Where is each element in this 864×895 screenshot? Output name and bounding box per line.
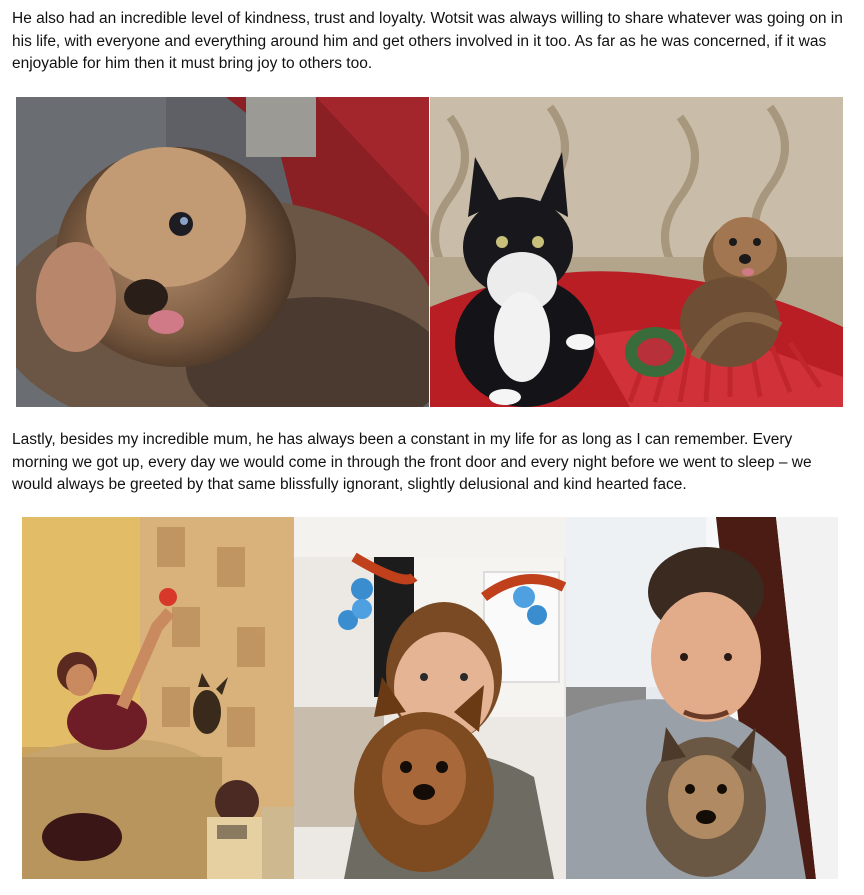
woman-playing-with-dog-photo bbox=[22, 517, 294, 879]
paragraph-lastly: Lastly, besides my incredible mum, he has always been a constant in my life for as long as I can remember. Every morning we got up, every day we would come in through the front door and every night before we went to sleep – we would always be greeted by that same blissfully ignorant, slightly delusional and kind hearted face. bbox=[12, 431, 812, 493]
young-man-with-yorkie-selfie-photo bbox=[566, 517, 838, 879]
boy-with-yorkie-selfie-photo bbox=[294, 517, 566, 879]
cat-and-yorkie-on-sofa-photo bbox=[430, 97, 843, 407]
yorkie-closeup-photo bbox=[16, 97, 429, 407]
paragraph-kindness: He also had an incredible level of kindness, trust and loyalty. Wotsit was always willing to share whatever was going on in his life, with everyone and everything around him and get others involved in it too. As far as he was concerned, if it was enjoyable for him then it must bring joy to others too. bbox=[12, 10, 843, 72]
